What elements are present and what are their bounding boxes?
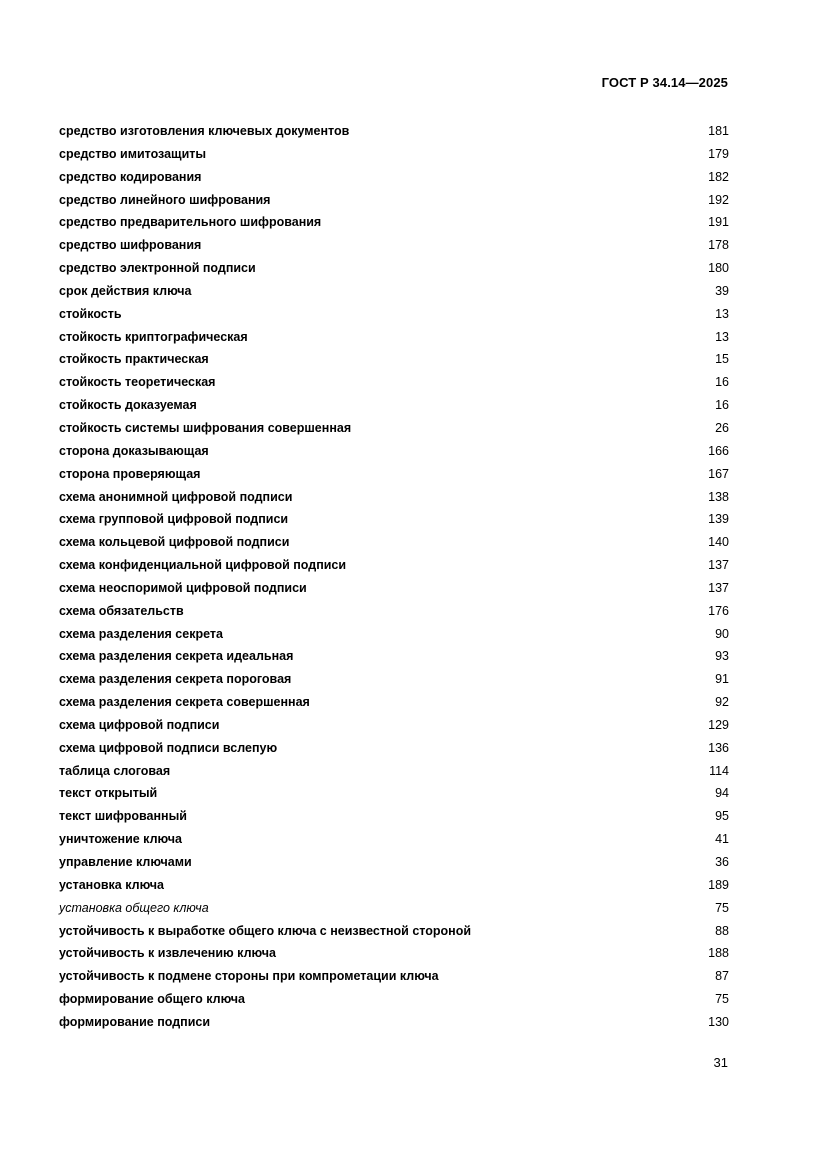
index-entry xyxy=(59,190,729,213)
index-page-ref: 39 xyxy=(715,283,729,298)
index-term: стойкость практическая xyxy=(59,352,209,367)
index-entry xyxy=(59,327,729,350)
index-term: текст открытый xyxy=(59,786,158,801)
index-entry xyxy=(59,989,729,1012)
index-page-ref: 36 xyxy=(715,855,729,869)
index-page-ref: 90 xyxy=(715,626,729,641)
index-entry xyxy=(59,258,729,281)
index-page-ref: 189 xyxy=(708,877,729,892)
index-entry xyxy=(59,372,729,395)
index-page-ref: 192 xyxy=(708,192,729,207)
alphabetical-index xyxy=(59,121,729,1035)
index-page-ref: 26 xyxy=(715,420,729,435)
index-entry xyxy=(59,875,729,898)
index-page-ref: 181 xyxy=(708,124,729,138)
index-page-ref: 178 xyxy=(708,238,729,253)
page-number: 31 xyxy=(713,1055,728,1070)
index-term: стойкость xyxy=(59,306,122,321)
index-term: схема конфиденциальной цифровой подписи xyxy=(59,558,347,573)
index-entry xyxy=(59,395,729,418)
index-entry xyxy=(59,966,729,989)
index-term: сторона доказывающая xyxy=(59,443,209,458)
index-entry xyxy=(59,692,729,715)
index-page-ref: 182 xyxy=(708,169,729,184)
index-entry xyxy=(59,578,729,601)
index-page-ref: 191 xyxy=(708,215,729,230)
index-page-ref: 16 xyxy=(715,398,729,413)
index-term: стойкость доказуемая xyxy=(59,398,197,413)
index-term: стойкость системы шифрования совершенная xyxy=(59,420,352,435)
index-term: текст шифрованный xyxy=(59,809,187,824)
index-entry xyxy=(59,943,729,966)
index-page-ref: 13 xyxy=(715,329,729,344)
index-page-ref: 114 xyxy=(709,763,729,778)
index-page-ref: 188 xyxy=(708,946,729,961)
index-term: установка общего ключа xyxy=(59,900,209,915)
index-term: стойкость криптографическая xyxy=(59,329,248,344)
index-page-ref: 91 xyxy=(715,672,729,687)
index-entry xyxy=(59,806,729,829)
index-term: средство линейного шифрования xyxy=(59,192,271,207)
index-page-ref: 130 xyxy=(708,1014,729,1029)
index-term: схема групповой цифровой подписи xyxy=(59,512,289,527)
index-entry xyxy=(59,624,729,647)
index-page-ref: 137 xyxy=(708,558,729,573)
index-page-ref: 75 xyxy=(715,900,729,915)
index-page-ref: 137 xyxy=(708,580,729,595)
index-term: таблица слоговая xyxy=(59,763,171,778)
index-term: схема кольцевой цифровой подписи xyxy=(59,535,290,550)
index-term: сторона проверяющая xyxy=(59,466,201,481)
index-page-ref: 13 xyxy=(715,306,729,321)
index-entry xyxy=(59,144,729,167)
index-entry xyxy=(59,441,729,464)
index-entry xyxy=(59,212,729,235)
index-page-ref: 95 xyxy=(715,809,729,824)
index-entry xyxy=(59,304,729,327)
index-term: формирование подписи xyxy=(59,1014,211,1029)
index-entry xyxy=(59,761,729,784)
index-term: управление ключами xyxy=(59,855,192,869)
index-term: средство предварительного шифрования xyxy=(59,215,322,230)
index-term: схема анонимной цифровой подписи xyxy=(59,489,293,504)
index-entry xyxy=(59,829,729,852)
index-term: схема разделения секрета пороговая xyxy=(59,672,292,687)
index-entry xyxy=(59,669,729,692)
index-term: формирование общего ключа xyxy=(59,992,245,1007)
index-term: схема цифровой подписи xyxy=(59,717,220,732)
index-entry xyxy=(59,601,729,624)
index-term: устойчивость к подмене стороны при компрометации ключа xyxy=(59,969,439,984)
index-entry xyxy=(59,281,729,304)
index-page-ref: 75 xyxy=(715,992,729,1007)
index-term: стойкость теоретическая xyxy=(59,375,216,390)
index-page-ref: 88 xyxy=(715,923,729,938)
index-page-ref: 138 xyxy=(708,489,729,504)
index-page-ref: 93 xyxy=(715,649,729,664)
index-entry xyxy=(59,783,729,806)
index-page-ref: 92 xyxy=(715,695,729,710)
index-page-ref: 166 xyxy=(708,443,729,458)
index-term: схема обязательств xyxy=(59,603,184,618)
index-entry xyxy=(59,646,729,669)
index-entry xyxy=(59,1012,729,1035)
index-page-ref: 129 xyxy=(708,717,729,732)
index-entry xyxy=(59,235,729,258)
index-term: установка ключа xyxy=(59,877,164,892)
index-term: устойчивость к выработке общего ключа с неизвестной стороной xyxy=(59,923,472,938)
index-term: уничтожение ключа xyxy=(59,832,182,847)
index-term: средство шифрования xyxy=(59,238,202,253)
index-entry xyxy=(59,921,729,944)
index-entry xyxy=(59,487,729,510)
index-term: схема разделения секрета xyxy=(59,626,223,641)
index-entry xyxy=(59,532,729,555)
index-term: срок действия ключа xyxy=(59,283,192,298)
index-term: схема неоспоримой цифровой подписи xyxy=(59,580,307,595)
index-term: средство кодирования xyxy=(59,169,202,184)
index-term: средство имитозащиты xyxy=(59,146,207,161)
index-page-ref: 179 xyxy=(708,146,729,161)
index-entry xyxy=(59,349,729,372)
index-term: средство изготовления ключевых документов xyxy=(59,124,350,138)
index-page-ref: 136 xyxy=(708,740,729,755)
index-page-ref: 15 xyxy=(715,352,729,367)
index-page-ref: 176 xyxy=(708,603,729,618)
index-entry xyxy=(59,898,729,921)
index-entry xyxy=(59,121,729,144)
index-entry xyxy=(59,464,729,487)
index-page-ref: 41 xyxy=(715,832,729,847)
index-term: устойчивость к извлечению ключа xyxy=(59,946,276,961)
index-entry xyxy=(59,555,729,578)
index-entry xyxy=(59,738,729,761)
index-page-ref: 167 xyxy=(708,466,729,481)
index-entry xyxy=(59,418,729,441)
index-term: средство электронной подписи xyxy=(59,261,256,276)
index-term: схема разделения секрета совершенная xyxy=(59,695,310,710)
index-term: схема цифровой подписи вслепую xyxy=(59,740,278,755)
index-page-ref: 16 xyxy=(715,375,729,390)
index-entry xyxy=(59,715,729,738)
index-page-ref: 139 xyxy=(708,512,729,527)
document-header: ГОСТ Р 34.14—2025 xyxy=(601,75,728,90)
index-entry xyxy=(59,852,729,875)
index-page-ref: 87 xyxy=(715,969,729,984)
index-page-ref: 140 xyxy=(708,535,729,550)
index-term: схема разделения секрета идеальная xyxy=(59,649,294,664)
index-entry xyxy=(59,167,729,190)
index-page-ref: 94 xyxy=(715,786,729,801)
index-page-ref: 180 xyxy=(708,261,729,276)
index-entry xyxy=(59,509,729,532)
